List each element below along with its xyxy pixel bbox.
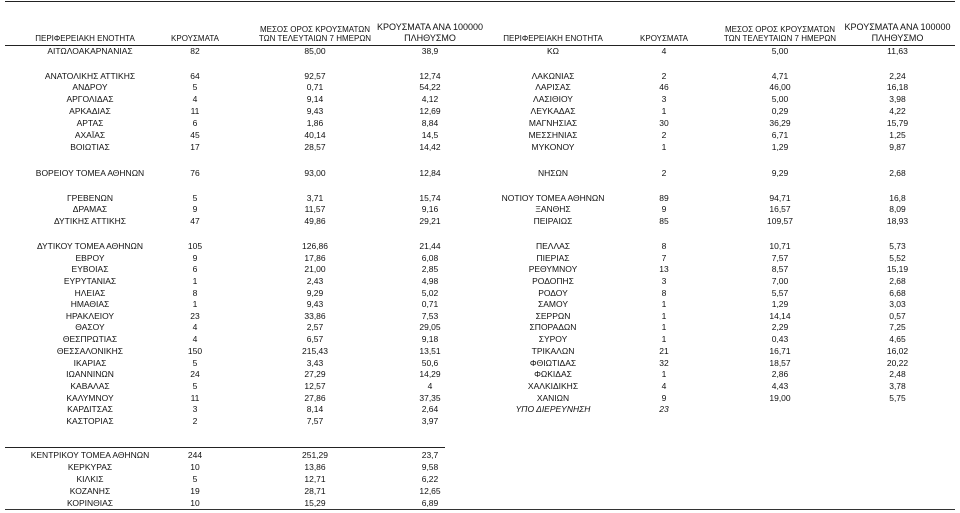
- header-per100k-line2: ΠΛΗΘΥΣΜΟ: [404, 33, 456, 43]
- header-avg-line1: ΜΕΣΟΣ ΟΡΟΣ ΚΡΟΥΣΜΑΤΩΝ: [259, 25, 371, 34]
- table-row: [0, 288, 960, 299]
- region-cell: ΚΕΡΚΥΡΑΣ: [67, 462, 113, 472]
- avg-cell: 7,57: [771, 253, 789, 263]
- table-row: [0, 299, 960, 310]
- avg-cell: 9,29: [771, 168, 789, 178]
- region-cell: ΚΑΒΑΛΑΣ: [70, 381, 110, 391]
- avg-cell: 9,14: [306, 94, 324, 104]
- avg-cell: 4,71: [771, 71, 789, 81]
- per100k-cell: 2,85: [421, 264, 439, 274]
- avg-cell: 9,43: [306, 299, 324, 309]
- cases-cell: 4: [192, 94, 198, 104]
- region-cell: ΚΟΖΑΝΗΣ: [69, 486, 111, 496]
- region-cell: ΚΑΣΤΟΡΙΑΣ: [66, 416, 114, 426]
- cases-cell: 2: [661, 130, 667, 140]
- per100k-cell: 16,8: [889, 193, 906, 203]
- cases-cell: 3: [661, 94, 667, 104]
- avg-cell: 6,71: [771, 130, 789, 140]
- avg-cell: 15,29: [304, 498, 326, 508]
- region-cell: ΚΩ: [546, 46, 560, 56]
- region-cell: ΡΟΔΟΥ: [538, 288, 568, 298]
- avg-cell: 14,14: [769, 311, 791, 321]
- cases-cell: 11: [190, 106, 200, 116]
- table-row: [0, 311, 960, 322]
- region-cell: ΡΕΘΥΜΝΟΥ: [528, 264, 578, 274]
- cases-cell: 46: [659, 82, 669, 92]
- avg-cell: 251,29: [302, 450, 328, 460]
- header-region: ΠΕΡΙΦΕΡΕΙΑΚΗ ΕΝΟΤΗΤΑ: [35, 34, 135, 43]
- cases-cell: 244: [187, 450, 203, 460]
- cases-cell: 1: [661, 369, 667, 379]
- per100k-cell: 7,25: [889, 322, 906, 332]
- table-row: [0, 369, 960, 380]
- avg-cell: 28,71: [304, 486, 326, 496]
- avg-cell: 28,57: [304, 142, 326, 152]
- cases-cell: 8: [661, 241, 667, 251]
- region-cell: ΛΑΚΩΝΙΑΣ: [531, 71, 575, 81]
- avg-cell: 93,00: [304, 168, 326, 178]
- per100k-cell: 14,5: [421, 130, 439, 140]
- header-cases: ΚΡΟΥΣΜΑΤΑ: [640, 34, 688, 43]
- cases-cell: 8: [192, 288, 198, 298]
- avg-cell: 3,71: [306, 193, 324, 203]
- per100k-cell: 12,65: [419, 486, 441, 496]
- per100k-cell: 8,09: [889, 204, 906, 214]
- per100k-cell: 6,89: [421, 498, 439, 508]
- region-cell: ΝΟΤΙΟΥ ΤΟΜΕΑ ΑΘΗΝΩΝ: [501, 193, 605, 203]
- avg-cell: 16,57: [769, 204, 791, 214]
- cases-cell: 10: [190, 498, 200, 508]
- per100k-cell: 6,68: [889, 288, 906, 298]
- table-row: [0, 474, 960, 485]
- cases-cell: 8: [661, 288, 667, 298]
- section-rule: [5, 447, 445, 448]
- cases-cell: 13: [659, 264, 669, 274]
- region-cell: ΦΩΚΙΔΑΣ: [534, 369, 572, 379]
- per100k-cell: 3,98: [889, 94, 906, 104]
- region-cell: ΥΠΟ ΔΙΕΡΕΥΝΗΣΗ: [515, 404, 591, 414]
- per100k-cell: 9,58: [421, 462, 439, 472]
- region-cell: ΑΝΑΤΟΛΙΚΗΣ ΑΤΤΙΚΗΣ: [44, 71, 136, 81]
- avg-cell: 7,57: [306, 416, 324, 426]
- header-per100k-line2: ΠΛΗΘΥΣΜΟ: [871, 33, 924, 43]
- per100k-cell: 12,74: [419, 71, 441, 81]
- region-cell: ΞΑΝΘΗΣ: [535, 204, 571, 214]
- cases-cell: 6: [192, 264, 198, 274]
- table-row: [0, 346, 960, 357]
- table-row: [0, 106, 960, 117]
- table-row: [0, 168, 960, 179]
- region-cell: ΒΟΡΕΙΟΥ ΤΟΜΕΑ ΑΘΗΝΩΝ: [35, 168, 145, 178]
- header-cases: ΚΡΟΥΣΜΑΤΑ: [171, 34, 219, 43]
- region-cell: ΛΑΣΙΘΙΟΥ: [533, 94, 573, 104]
- region-cell: ΜΑΓΝΗΣΙΑΣ: [528, 118, 578, 128]
- header-avg-line1: ΜΕΣΟΣ ΟΡΟΣ ΚΡΟΥΣΜΑΤΩΝ: [724, 25, 836, 34]
- per100k-cell: 15,74: [419, 193, 441, 203]
- per100k-cell: 9,87: [889, 142, 906, 152]
- table-row: [0, 130, 960, 141]
- avg-cell: 4,43: [771, 381, 789, 391]
- table-row: [0, 416, 960, 427]
- per100k-cell: 54,22: [419, 82, 441, 92]
- bottom-rule: [5, 509, 955, 510]
- region-cell: ΣΕΡΡΩΝ: [535, 311, 571, 321]
- cases-cell: 4: [661, 381, 667, 391]
- cases-cell: 2: [661, 168, 667, 178]
- avg-cell: 2,43: [306, 276, 324, 286]
- per100k-cell: 5,52: [889, 253, 906, 263]
- region-cell: ΜΕΣΣΗΝΙΑΣ: [528, 130, 578, 140]
- region-cell: ΜΥΚΟΝΟΥ: [531, 142, 575, 152]
- avg-cell: 126,86: [302, 241, 328, 251]
- per100k-cell: 4,65: [889, 334, 906, 344]
- cases-cell: 17: [190, 142, 200, 152]
- cases-cell: 45: [190, 130, 200, 140]
- avg-cell: 33,86: [304, 311, 326, 321]
- cases-cell: 21: [659, 346, 669, 356]
- per100k-cell: 14,29: [419, 369, 441, 379]
- header-region: ΠΕΡΙΦΕΡΕΙΑΚΗ ΕΝΟΤΗΤΑ: [503, 34, 603, 43]
- cases-cell: 19: [190, 486, 200, 496]
- cases-cell: 9: [661, 204, 667, 214]
- cases-cell: 30: [659, 118, 669, 128]
- region-cell: ΦΘΙΩΤΙΔΑΣ: [529, 358, 577, 368]
- cases-cell: 85: [659, 216, 669, 226]
- avg-cell: 9,43: [306, 106, 324, 116]
- avg-cell: 1,29: [771, 299, 789, 309]
- avg-cell: 92,57: [304, 71, 326, 81]
- avg-cell: 2,86: [771, 369, 789, 379]
- avg-cell: 2,29: [771, 322, 789, 332]
- cases-cell: 1: [192, 276, 198, 286]
- cases-cell: 2: [192, 416, 198, 426]
- per100k-cell: 14,42: [419, 142, 441, 152]
- table-row: [0, 46, 960, 57]
- region-cell: ΠΙΕΡΙΑΣ: [536, 253, 570, 263]
- cases-cell: 5: [192, 381, 198, 391]
- region-cell: ΧΑΝΙΩΝ: [536, 393, 570, 403]
- cases-cell: 5: [192, 474, 198, 484]
- cases-cell: 1: [661, 106, 667, 116]
- cases-cell: 5: [192, 193, 198, 203]
- cases-cell: 4: [661, 46, 667, 56]
- cases-cell: 4: [192, 334, 198, 344]
- cases-cell: 10: [190, 462, 200, 472]
- avg-cell: 6,57: [306, 334, 324, 344]
- avg-cell: 11,57: [304, 204, 326, 214]
- cases-cell: 82: [190, 46, 200, 56]
- table-row: [0, 462, 960, 473]
- avg-cell: 12,71: [304, 474, 326, 484]
- table-row: [0, 193, 960, 204]
- avg-cell: 2,57: [306, 322, 324, 332]
- cases-cell: 6: [192, 118, 198, 128]
- region-cell: ΔΥΤΙΚΗΣ ΑΤΤΙΚΗΣ: [53, 216, 127, 226]
- avg-cell: 3,43: [306, 358, 324, 368]
- region-cell: ΑΝΔΡΟΥ: [72, 82, 108, 92]
- region-cell: ΗΡΑΚΛΕΙΟΥ: [65, 311, 115, 321]
- per100k-cell: 2,64: [421, 404, 439, 414]
- region-cell: ΚΑΡΔΙΤΣΑΣ: [67, 404, 113, 414]
- region-cell: ΤΡΙΚΑΛΩΝ: [531, 346, 575, 356]
- per100k-cell: 9,16: [421, 204, 439, 214]
- region-cell: ΗΜΑΘΙΑΣ: [70, 299, 110, 309]
- cases-cell: 1: [661, 334, 667, 344]
- table-row: [0, 264, 960, 275]
- region-cell: ΑΡΓΟΛΙΔΑΣ: [66, 94, 114, 104]
- region-cell: ΚΑΛΥΜΝΟΥ: [66, 393, 114, 403]
- header-per100k-line1: ΚΡΟΥΣΜΑΤΑ ΑΝΑ 100000: [377, 22, 483, 32]
- per100k-cell: 9,18: [421, 334, 439, 344]
- table-row: [0, 404, 960, 415]
- per100k-cell: 29,05: [419, 322, 441, 332]
- avg-cell: 8,57: [771, 264, 789, 274]
- table-row: [0, 393, 960, 404]
- per100k-cell: 23,7: [421, 450, 439, 460]
- per100k-cell: 15,19: [886, 264, 909, 274]
- per100k-cell: 13,51: [419, 346, 441, 356]
- header-avg-line2: ΤΩΝ ΤΕΛΕΥΤΑΙΩΝ 7 ΗΜΕΡΩΝ: [723, 34, 837, 43]
- region-cell: ΣΠΟΡΑΔΩΝ: [529, 322, 577, 332]
- cases-cell: 1: [661, 322, 667, 332]
- per100k-cell: 7,53: [421, 311, 439, 321]
- avg-cell: 7,00: [771, 276, 789, 286]
- region-cell: ΧΑΛΚΙΔΙΚΗΣ: [527, 381, 579, 391]
- cases-cell: 76: [190, 168, 200, 178]
- per100k-cell: 1,25: [889, 130, 906, 140]
- avg-cell: 5,00: [771, 46, 789, 56]
- per100k-cell: 5,75: [889, 393, 906, 403]
- cases-cell: 150: [187, 346, 203, 356]
- region-cell: ΘΕΣΠΡΩΤΙΑΣ: [62, 334, 118, 344]
- table-row: [0, 241, 960, 252]
- table-row: [0, 322, 960, 333]
- region-cell: ΓΡΕΒΕΝΩΝ: [67, 193, 113, 203]
- cases-cell: 47: [190, 216, 200, 226]
- per100k-cell: 2,48: [889, 369, 906, 379]
- per100k-cell: 11,63: [887, 46, 908, 56]
- per100k-cell: 6,22: [421, 474, 439, 484]
- cases-cell: 9: [661, 393, 667, 403]
- cases-cell: 1: [661, 299, 667, 309]
- cases-cell: 89: [659, 193, 669, 203]
- avg-cell: 40,14: [304, 130, 326, 140]
- per100k-cell: 20,22: [886, 358, 909, 368]
- per100k-cell: 2,68: [889, 276, 906, 286]
- avg-cell: 12,57: [304, 381, 326, 391]
- avg-cell: 0,71: [306, 82, 324, 92]
- table-row: [0, 118, 960, 129]
- cases-cell: 7: [661, 253, 667, 263]
- per100k-cell: 5,73: [889, 241, 906, 251]
- table-row: [0, 216, 960, 227]
- avg-cell: 10,71: [769, 241, 791, 251]
- region-cell: ΕΥΡΥΤΑΝΙΑΣ: [63, 276, 117, 286]
- table-row: [0, 94, 960, 105]
- per100k-cell: 4: [427, 381, 433, 391]
- table-row: [0, 486, 960, 497]
- table-row: [0, 82, 960, 93]
- avg-cell: 46,00: [769, 82, 791, 92]
- table-row: [0, 253, 960, 264]
- cases-cell: 23: [190, 311, 200, 321]
- per100k-cell: 3,03: [889, 299, 906, 309]
- avg-cell: 9,29: [306, 288, 324, 298]
- avg-cell: 17,86: [304, 253, 326, 263]
- table-row: [0, 381, 960, 392]
- top-rule: [5, 1, 955, 2]
- region-cell: ΛΕΥΚΑΔΑΣ: [530, 106, 576, 116]
- table-row: [0, 358, 960, 369]
- table-row: [0, 334, 960, 345]
- region-cell: ΑΡΚΑΔΙΑΣ: [69, 106, 111, 116]
- region-cell: ΗΛΕΙΑΣ: [74, 288, 106, 298]
- cases-cell: 9: [192, 253, 198, 263]
- region-cell: ΚΙΛΚΙΣ: [76, 474, 104, 484]
- cases-cell: 24: [190, 369, 200, 379]
- avg-cell: 36,29: [769, 118, 791, 128]
- region-cell: ΣΥΡΟΥ: [538, 334, 568, 344]
- per100k-cell: 38,9: [421, 46, 439, 56]
- region-cell: ΙΚΑΡΙΑΣ: [73, 358, 107, 368]
- cases-cell: 5: [192, 82, 198, 92]
- per100k-cell: 4,22: [889, 106, 906, 116]
- table-row: [0, 71, 960, 82]
- per100k-cell: 2,24: [889, 71, 906, 81]
- cases-cell: 2: [661, 71, 667, 81]
- cases-cell: 23: [659, 404, 669, 414]
- cases-cell: 32: [659, 358, 669, 368]
- per100k-cell: 16,18: [886, 82, 909, 92]
- avg-cell: 8,14: [306, 404, 324, 414]
- region-cell: ΕΒΡΟΥ: [75, 253, 105, 263]
- per100k-cell: 0,57: [889, 311, 906, 321]
- region-cell: ΔΥΤΙΚΟΥ ΤΟΜΕΑ ΑΘΗΝΩΝ: [36, 241, 144, 251]
- per100k-cell: 3,78: [889, 381, 906, 391]
- region-cell: ΒΟΙΩΤΙΑΣ: [70, 142, 110, 152]
- per100k-cell: 15,79: [886, 118, 909, 128]
- cases-cell: 4: [192, 322, 198, 332]
- cases-cell: 1: [661, 142, 667, 152]
- per100k-cell: 5,02: [421, 288, 439, 298]
- avg-cell: 21,00: [304, 264, 326, 274]
- cases-cell: 3: [192, 404, 198, 414]
- cases-cell: 9: [192, 204, 198, 214]
- per100k-cell: 12,84: [419, 168, 441, 178]
- cases-cell: 105: [187, 241, 203, 251]
- table-row: [0, 498, 960, 509]
- avg-cell: 1,86: [306, 118, 324, 128]
- per100k-cell: 0,71: [421, 299, 439, 309]
- table-row: [0, 204, 960, 215]
- avg-cell: 19,00: [769, 393, 791, 403]
- region-cell: ΠΕΛΛΑΣ: [535, 241, 571, 251]
- per100k-cell: 4,98: [421, 276, 439, 286]
- per100k-cell: 37,35: [419, 393, 441, 403]
- avg-cell: 16,71: [769, 346, 791, 356]
- per100k-cell: 50,6: [421, 358, 439, 368]
- region-cell: ΕΥΒΟΙΑΣ: [71, 264, 109, 274]
- avg-cell: 18,57: [769, 358, 791, 368]
- per100k-cell: 18,93: [886, 216, 909, 226]
- table-row: [0, 276, 960, 287]
- per100k-cell: 29,21: [419, 216, 441, 226]
- avg-cell: 5,57: [771, 288, 789, 298]
- avg-cell: 27,29: [304, 369, 326, 379]
- avg-cell: 109,57: [767, 216, 793, 226]
- per100k-cell: 3,97: [421, 416, 439, 426]
- per100k-cell: 4,12: [421, 94, 439, 104]
- avg-cell: 85,00: [304, 46, 326, 56]
- region-cell: ΣΑΜΟΥ: [537, 299, 568, 309]
- per100k-cell: 21,44: [419, 241, 441, 251]
- per100k-cell: 12,69: [419, 106, 441, 116]
- region-cell: ΑΧΑΪΑΣ: [74, 130, 106, 140]
- avg-cell: 13,86: [304, 462, 326, 472]
- region-cell: ΘΑΣΟΥ: [75, 322, 105, 332]
- header-avg-line2: ΤΩΝ ΤΕΛΕΥΤΑΙΩΝ 7 ΗΜΕΡΩΝ: [258, 34, 372, 43]
- cases-cell: 1: [661, 311, 667, 321]
- per100k-cell: 16,02: [886, 346, 909, 356]
- avg-cell: 49,86: [304, 216, 326, 226]
- region-cell: ΑΙΤΩΛΟΑΚΑΡΝΑΝΙΑΣ: [47, 46, 133, 56]
- cases-cell: 1: [192, 299, 198, 309]
- region-cell: ΙΩΑΝΝΙΝΩΝ: [66, 369, 114, 379]
- region-cell: ΠΕΙΡΑΙΩΣ: [533, 216, 573, 226]
- table-row: [0, 142, 960, 153]
- region-cell: ΝΗΣΩΝ: [537, 168, 569, 178]
- cases-cell: 64: [190, 71, 200, 81]
- region-cell: ΘΕΣΣΑΛΟΝΙΚΗΣ: [56, 346, 124, 356]
- region-cell: ΚΟΡΙΝΘΙΑΣ: [66, 498, 114, 508]
- region-cell: ΔΡΑΜΑΣ: [72, 204, 108, 214]
- avg-cell: 5,00: [771, 94, 789, 104]
- table-row: [0, 450, 960, 461]
- header-per100k-line1: ΚΡΟΥΣΜΑΤΑ ΑΝΑ 100000: [844, 22, 951, 32]
- avg-cell: 27,86: [304, 393, 326, 403]
- region-cell: ΑΡΤΑΣ: [76, 118, 104, 128]
- avg-cell: 215,43: [302, 346, 328, 356]
- region-cell: ΡΟΔΟΠΗΣ: [532, 276, 574, 286]
- per100k-cell: 2,68: [889, 168, 906, 178]
- region-cell: ΛΑΡΙΣΑΣ: [535, 82, 571, 92]
- avg-cell: 0,29: [771, 106, 789, 116]
- avg-cell: 1,29: [771, 142, 789, 152]
- cases-cell: 11: [190, 393, 200, 403]
- avg-cell: 0,43: [771, 334, 789, 344]
- per100k-cell: 6,08: [421, 253, 439, 263]
- cases-cell: 5: [192, 358, 198, 368]
- avg-cell: 94,71: [769, 193, 791, 203]
- cases-cell: 3: [661, 276, 667, 286]
- per100k-cell: 8,84: [421, 118, 439, 128]
- region-cell: ΚΕΝΤΡΙΚΟΥ ΤΟΜΕΑ ΑΘΗΝΩΝ: [30, 450, 150, 460]
